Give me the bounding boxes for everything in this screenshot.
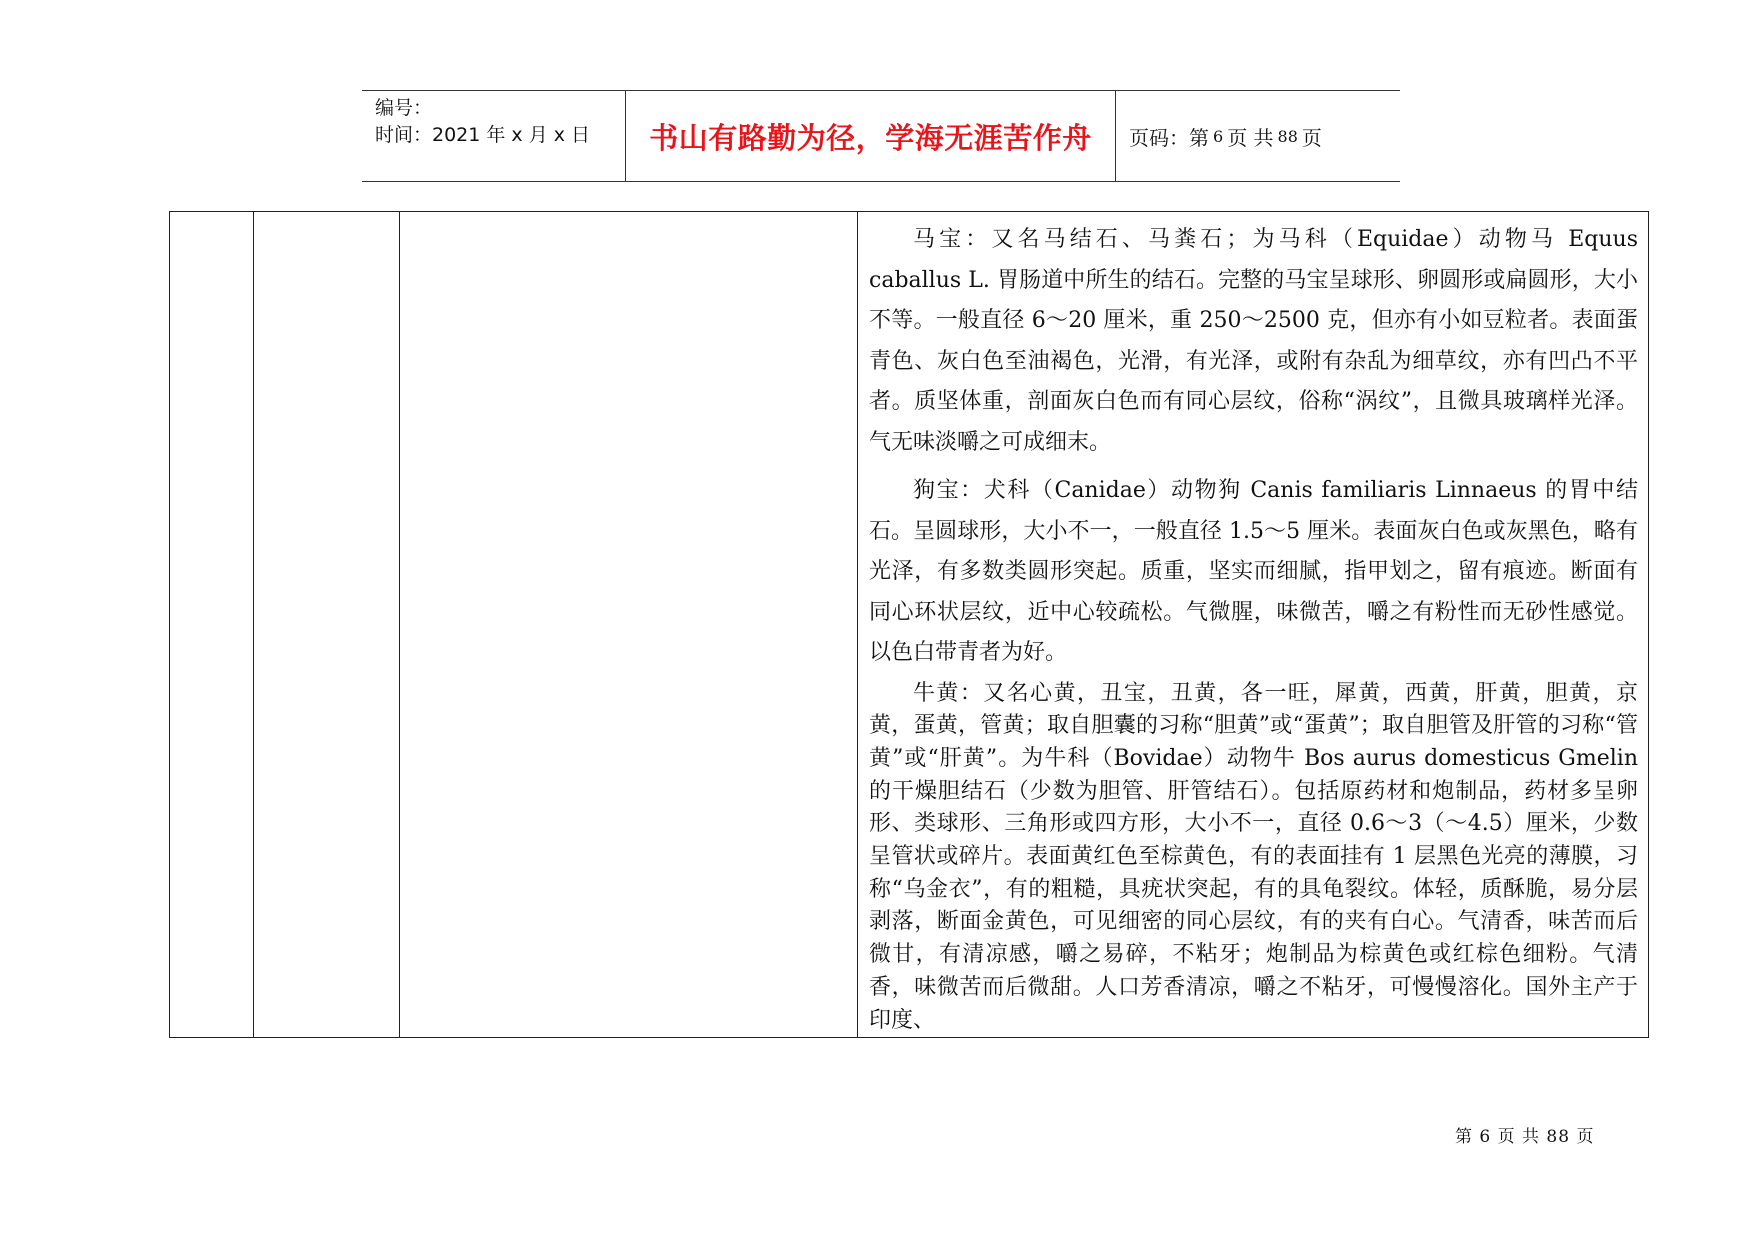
page-total: 88: [1277, 126, 1298, 146]
paragraph-gou-bao: 狗宝：犬科（Canidae）动物狗 Canis familiaris Linnaeus 的胃中结石。呈圆球形，大小不一，一般直径 1.5～5 厘米。表面灰白色或灰黑色，略有光泽，有多数类圆形突起。质重，坚实而细腻，指甲划之，留有痕迹。断面有同心环状层纹，近中心较疏松。气微腥，味微苦，嚼之有粉性而无砂性感觉。以色白带青者为好。: [869, 478, 1638, 665]
paragraph-niu-huang: 牛黄：又名心黄，丑宝，丑黄，各一旺，犀黄，西黄，肝黄，胆黄，京黄，蛋黄，管黄；取自胆囊的习称“胆黄”或“蛋黄”；取自胆管及肝管的习称“管黄”或“肝黄”。为牛科（Bovidae）动物牛 Bos aurus domesticus Gmelin 的干燥胆结石（少数为胆管、肝管结石）。包括原药材和炮制品，药材多呈卵形、类球形、三角形或四方形，大小不一，直径 0.6～3（～4.5）厘米，少数呈管状或碎片。表面黄红色至棕黄色，有的表面挂有 1 层黑色光亮的薄膜，习称“乌金衣”，有的粗糙，具疣状突起，有的具龟裂纹。体轻，质酥脆，易分层剥落，断面金黄色，可见细密的同心层纹，有的夹有白心。气清香，味苦而后微甘，有清凉感，嚼之易碎，不粘牙；炮制品为棕黄色或红棕色细粉。气清香，味微苦而后微甜。人口芳香清凉，嚼之不粘牙，可慢慢溶化。国外主产于印度、: [869, 680, 1638, 1033]
content-table: [169, 211, 1649, 1038]
table-column-1: [170, 212, 254, 1037]
header-page-cell: [1116, 91, 1400, 181]
table-column-2: [254, 212, 400, 1037]
table-column-3: [400, 212, 858, 1037]
serial-number-label: 编号：: [375, 97, 433, 119]
date-line: 时间：2021 年 x 月 x 日: [375, 124, 591, 146]
page-current: 6: [1213, 126, 1224, 146]
page-prefix: 页码：第: [1129, 125, 1209, 150]
header-meta-cell: [362, 91, 626, 181]
paragraph-ma-bao: 马宝：又名马结石、马粪石；为马科（Equidae）动物马 Equus caballus L. 胃肠道中所生的结石。完整的马宝呈球形、卵圆形或扁圆形，大小不等。一般直径 6～20 厘米，重 250～2500 克，但亦有小如豆粒者。表面蛋青色、灰白色至油褐色，光滑，有光泽，或附有杂乱为细草纹，亦有凹凸不平者。质坚体重，剖面灰白色而有同心层纹，俗称“涡纹”，且微具玻璃样光泽。气无味淡嚼之可成细末。: [869, 227, 1638, 455]
motto-text: 书山有路勤为径，学海无涯苦作舟: [649, 120, 1092, 155]
table-column-description: [858, 212, 1648, 1037]
header-motto-cell: [626, 91, 1116, 181]
page-suffix: 页: [1301, 125, 1322, 150]
page-footer: 第 6 页 共 88 页: [1455, 1127, 1595, 1147]
document-header: [362, 90, 1400, 182]
page-mid: 页 共: [1227, 125, 1274, 150]
